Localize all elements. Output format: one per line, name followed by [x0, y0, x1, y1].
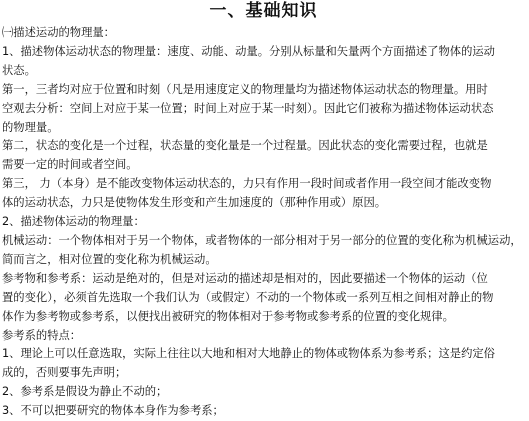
text-line: 1、描述物体运动状态的物理量：速度、动能、动量。分别从标量和矢量两个方面描述了物体的运动 — [2, 44, 495, 58]
text-line: 机械运动：一个物体相对于另一个物体，或者物体的一部分相对于另一部分的位置的变化称为机械运动， — [2, 233, 522, 247]
text-line: 体的运动状态，力只是使物体发生形变和产生加速度的（那种作用或）原因。 — [2, 196, 387, 210]
text-line: 成的，否则要事先声明； — [2, 366, 127, 380]
text-line: 空观去分析：空间上对应于某一位置；时间上对应于某一时刻）。因此它们被称为描述物体运动状态 — [2, 101, 494, 115]
text-line: 第三， 力（本身）是不能改变物体运动状态的，力只有作用一段时间或者作用一段空间才能改变物 — [2, 177, 492, 191]
text-line: 状态。 — [2, 63, 36, 77]
text-line: 3、不可以把要研究的物体本身作为参考系； — [2, 404, 224, 418]
text-line: 2、参考系是假设为静止不动的； — [2, 385, 168, 399]
text-line: 参考系的特点： — [2, 328, 82, 342]
text-line: ㈠描述运动的物理量： — [2, 26, 115, 39]
text-line: 1、理论上可以任意选取，实际上往往以大地和相对大地静止的物体或物体系为参考系；这是约定俗 — [2, 347, 495, 361]
text-line: 体作为参考物或参考系，以便找出被研究的物体相对于参考物或参考系的位置的变化规律。 — [2, 309, 454, 323]
text-line: 参考物和参考系：运动是绝对的，但是对运动的描述却是相对的，因此要描述一个物体的运动（位 — [2, 271, 488, 285]
text-line: 第一，三者均对应于位置和时刻（凡是用速度定义的物理量均为描述物体运动状态的物理量。用时 — [2, 82, 488, 96]
text-line: 的物理量。 — [2, 120, 59, 134]
document-body — [2, 24, 525, 421]
text-line: 简而言之，相对位置的变化称为机械运动。 — [2, 252, 217, 266]
section-title: 一、基础知识 — [209, 1, 318, 21]
text-line: 第二，状态的变化是一个过程，状态量的变化量是一个过程量。因此状态的变化需要过程，也就是 — [2, 139, 488, 153]
text-line: 2、描述物体运动的物理量： — [2, 215, 145, 229]
text-line: 置的变化），必须首先选取一个我们认为（或假定）不动的一个物体或一系列互相之间相对静止的物 — [2, 290, 494, 304]
text-line: 需要一定的时间或者空间。 — [2, 158, 138, 172]
